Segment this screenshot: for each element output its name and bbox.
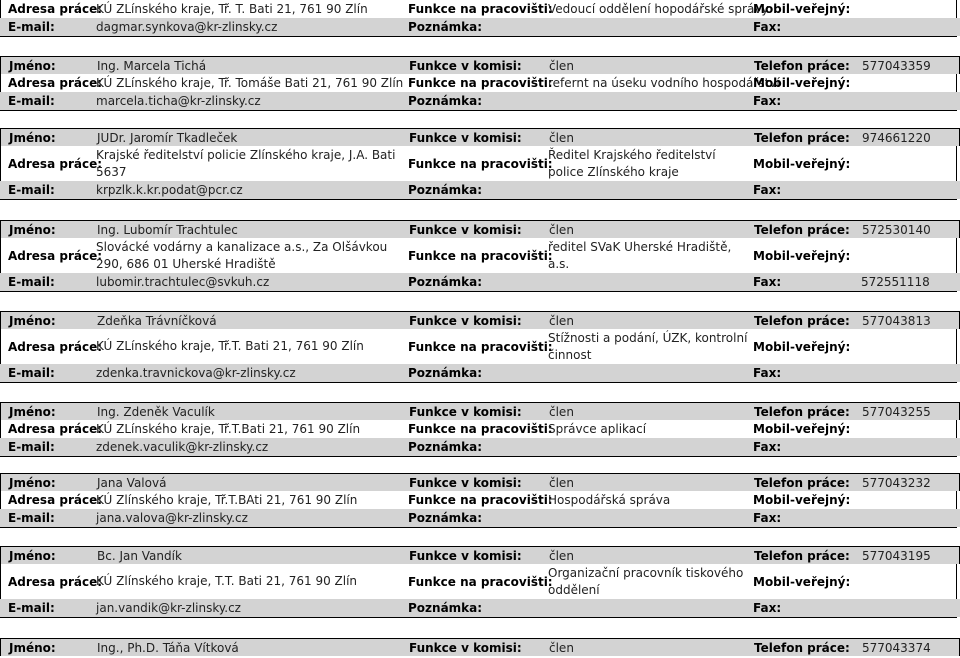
email-row [0, 599, 960, 617]
poznamka-value [548, 599, 753, 617]
name-row [0, 546, 960, 564]
address-row [0, 146, 960, 181]
adresa-value: KÚ Zlínského kraje, Tř.T.BAti 21, 761 90 Zlín [96, 493, 358, 507]
funkce-komise-label: Funkce v komisi: [409, 313, 522, 328]
fax-label: Fax: [753, 440, 782, 454]
funkce-komise-value: člen [549, 548, 574, 563]
mobil-value [861, 0, 957, 18]
telefon-value: 577043374 [862, 640, 931, 655]
fax-value [861, 92, 957, 110]
telefon-label: Telefon práce: [754, 548, 850, 563]
poznamka-value [548, 92, 753, 110]
mobil-label: Mobil-veřejný: [753, 422, 851, 436]
email-label: E-mail: [8, 366, 55, 380]
jmeno-label: Jméno: [9, 222, 56, 237]
jmeno-value: JUDr. Jaromír Tkadleček [97, 130, 238, 145]
funkce-komise-label: Funkce v komisi: [409, 640, 522, 655]
email-value: lubomir.trachtulec@svkuh.cz [96, 275, 270, 289]
funkce-komise-value: člen [549, 640, 574, 655]
jmeno-label: Jméno: [9, 475, 56, 490]
poznamka-value [548, 181, 753, 199]
adresa-label: Adresa práce: [8, 493, 103, 507]
funkce-pracoviste-value: Stížnosti a podání, ÚZK, kontrolní činnost [548, 330, 748, 362]
address-row [0, 238, 960, 273]
funkce-komise-label: Funkce v komisi: [409, 58, 522, 73]
email-row [0, 509, 960, 527]
adresa-label: Adresa práce: [8, 76, 103, 90]
funkce-pracoviste-value: Vedoucí oddělení hopodářské správy [548, 2, 769, 16]
name-row [0, 638, 960, 656]
email-value: zdenka.travnickova@kr-zlinsky.cz [96, 366, 296, 380]
address-row [0, 329, 960, 364]
name-row [0, 473, 960, 491]
funkce-komise-value: člen [549, 475, 574, 490]
mobil-label: Mobil-veřejný: [753, 248, 851, 263]
poznamka-label: Poznámka: [408, 366, 483, 380]
adresa-label: Adresa práce: [8, 2, 103, 16]
address-row [0, 0, 960, 18]
poznamka-value [548, 273, 753, 291]
email-row [0, 438, 960, 456]
poznamka-label: Poznámka: [408, 20, 483, 34]
mobil-label: Mobil-veřejný: [753, 339, 851, 354]
funkce-pracoviste-label: Funkce na pracovišti: [408, 493, 553, 507]
mobil-value [861, 74, 957, 92]
fax-label: Fax: [753, 511, 782, 525]
telefon-label: Telefon práce: [754, 222, 850, 237]
record-bottom-border [0, 199, 957, 200]
mobil-value [861, 146, 957, 181]
address-row [0, 74, 960, 92]
funkce-komise-label: Funkce v komisi: [409, 548, 522, 563]
mobil-label: Mobil-veřejný: [753, 156, 851, 171]
email-label: E-mail: [8, 440, 55, 454]
telefon-label: Telefon práce: [754, 475, 850, 490]
record-bottom-border [0, 110, 957, 111]
jmeno-value: Ing. Zdeněk Vaculík [97, 404, 215, 419]
funkce-pracoviste-label: Funkce na pracovišti: [408, 574, 553, 589]
poznamka-value [548, 364, 753, 382]
email-label: E-mail: [8, 20, 55, 34]
adresa-value: KÚ ZLínského kraje, Tř.T. Bati 21, 761 90 Zlín [96, 339, 364, 353]
adresa-value: Krajské ředitelství policie Zlínského kraje, J.A. Bati 5637 [96, 147, 396, 179]
telefon-value: 577043813 [862, 313, 931, 328]
funkce-pracoviste-value: Hospodářská správa [548, 493, 671, 507]
adresa-label: Adresa práce: [8, 248, 103, 263]
funkce-pracoviste-value: Správce aplikací [548, 422, 647, 436]
funkce-pracoviste-label: Funkce na pracovišti: [408, 156, 553, 171]
jmeno-value: Zdeňka Trávníčková [97, 313, 217, 328]
funkce-pracoviste-value: Ředitel Krajského ředitelství police Zlínského kraje [548, 147, 716, 179]
poznamka-label: Poznámka: [408, 183, 483, 197]
email-label: E-mail: [8, 511, 55, 525]
jmeno-value: Ing., Ph.D. Táňa Vítková [97, 640, 239, 655]
record-bottom-border [0, 527, 957, 528]
funkce-komise-label: Funkce v komisi: [409, 222, 522, 237]
email-value: krpzlk.k.kr.podat@pcr.cz [96, 183, 243, 197]
adresa-value: KÚ ZLínského kraje, Tř. T. Bati 21, 761 90 Zlín [96, 2, 368, 16]
telefon-value: 572530140 [862, 222, 931, 237]
mobil-label: Mobil-veřejný: [753, 574, 851, 589]
mobil-value [861, 491, 957, 509]
telefon-label: Telefon práce: [754, 313, 850, 328]
funkce-komise-value: člen [549, 313, 574, 328]
fax-value [861, 364, 957, 382]
fax-label: Fax: [753, 183, 782, 197]
funkce-pracoviste-value: Organizační pracovník tiskového oddělení [548, 565, 744, 597]
funkce-pracoviste-value: ředitel SVaK Uherské Hradiště, a.s. [548, 239, 732, 271]
fax-label: Fax: [753, 366, 782, 380]
jmeno-value: Ing. Lubomír Trachtulec [97, 222, 238, 237]
funkce-pracoviste-label: Funkce na pracovišti: [408, 422, 553, 436]
email-label: E-mail: [8, 601, 55, 615]
fax-value: 572551118 [861, 275, 930, 289]
mobil-value [861, 564, 957, 599]
email-row [0, 364, 960, 382]
email-value: dagmar.synkova@kr-zlinsky.cz [96, 20, 278, 34]
funkce-pracoviste-label: Funkce na pracovišti: [408, 248, 553, 263]
funkce-komise-value: člen [549, 404, 574, 419]
funkce-komise-label: Funkce v komisi: [409, 130, 522, 145]
poznamka-label: Poznámka: [408, 94, 483, 108]
funkce-pracoviste-label: Funkce na pracovišti: [408, 339, 553, 354]
jmeno-label: Jméno: [9, 130, 56, 145]
telefon-value: 577043195 [862, 548, 931, 563]
email-row [0, 18, 960, 36]
fax-label: Fax: [753, 601, 782, 615]
adresa-label: Adresa práce: [8, 156, 103, 171]
mobil-value [861, 420, 957, 438]
email-label: E-mail: [8, 94, 55, 108]
telefon-value: 577043359 [862, 58, 931, 73]
email-row [0, 181, 960, 199]
fax-value [861, 509, 957, 527]
email-row [0, 92, 960, 110]
adresa-value: KÚ Zlínského kraje, T.T. Bati 21, 761 90 Zlín [96, 574, 358, 588]
fax-value [861, 438, 957, 456]
jmeno-label: Jméno: [9, 640, 56, 655]
funkce-pracoviste-label: Funkce na pracovišti: [408, 2, 553, 16]
email-value: jan.vandik@kr-zlinsky.cz [96, 601, 241, 615]
adresa-label: Adresa práce: [8, 422, 103, 436]
fax-label: Fax: [753, 94, 782, 108]
poznamka-label: Poznámka: [408, 601, 483, 615]
fax-value [861, 181, 957, 199]
record-bottom-border [0, 291, 957, 292]
poznamka-label: Poznámka: [408, 511, 483, 525]
telefon-label: Telefon práce: [754, 640, 850, 655]
email-value: marcela.ticha@kr-zlinsky.cz [96, 94, 261, 108]
jmeno-label: Jméno: [9, 313, 56, 328]
poznamka-label: Poznámka: [408, 440, 483, 454]
record-bottom-border [0, 382, 957, 383]
email-value: zdenek.vaculik@kr-zlinsky.cz [96, 440, 269, 454]
telefon-label: Telefon práce: [754, 58, 850, 73]
mobil-value [861, 238, 957, 273]
email-label: E-mail: [8, 183, 55, 197]
poznamka-value [548, 509, 753, 527]
adresa-value: Slovácké vodárny a kanalizace a.s., Za Olšávkou 290, 686 01 Uherské Hradiště [96, 239, 388, 271]
telefon-value: 577043255 [862, 404, 931, 419]
fax-value [861, 599, 957, 617]
jmeno-value: Bc. Jan Vandík [97, 548, 182, 563]
fax-label: Fax: [753, 20, 782, 34]
funkce-komise-value: člen [549, 222, 574, 237]
poznamka-value [548, 438, 753, 456]
record-bottom-border [0, 456, 957, 457]
telefon-label: Telefon práce: [754, 130, 850, 145]
mobil-value [861, 329, 957, 364]
jmeno-label: Jméno: [9, 404, 56, 419]
adresa-label: Adresa práce: [8, 339, 103, 354]
adresa-label: Adresa práce: [8, 574, 103, 589]
jmeno-value: Jana Valová [97, 475, 167, 490]
funkce-pracoviste-value: refernt na úseku vodního hospodářství [548, 76, 780, 90]
mobil-label: Mobil-veřejný: [753, 2, 851, 16]
jmeno-value: Ing. Marcela Tichá [97, 58, 207, 73]
fax-label: Fax: [753, 275, 782, 289]
funkce-komise-label: Funkce v komisi: [409, 475, 522, 490]
poznamka-value [548, 18, 753, 36]
jmeno-label: Jméno: [9, 548, 56, 563]
jmeno-label: Jméno: [9, 58, 56, 73]
fax-value [861, 18, 957, 36]
adresa-value: KÚ ZLínského kraje, Tř.T.Bati 21, 761 90 Zlín [96, 422, 361, 436]
funkce-komise-value: člen [549, 58, 574, 73]
email-row [0, 273, 960, 291]
email-label: E-mail: [8, 275, 55, 289]
poznamka-label: Poznámka: [408, 275, 483, 289]
email-value: jana.valova@kr-zlinsky.cz [96, 511, 248, 525]
record-bottom-border [0, 36, 957, 37]
name-row [0, 220, 960, 238]
funkce-komise-label: Funkce v komisi: [409, 404, 522, 419]
mobil-label: Mobil-veřejný: [753, 493, 851, 507]
name-row [0, 128, 960, 146]
telefon-label: Telefon práce: [754, 404, 850, 419]
funkce-pracoviste-label: Funkce na pracovišti: [408, 76, 553, 90]
telefon-value: 577043232 [862, 475, 931, 490]
mobil-label: Mobil-veřejný: [753, 76, 851, 90]
address-row [0, 564, 960, 599]
address-row [0, 420, 960, 438]
funkce-komise-value: člen [549, 130, 574, 145]
name-row [0, 402, 960, 420]
telefon-value: 974661220 [862, 130, 931, 145]
address-row [0, 491, 960, 509]
record-bottom-border [0, 617, 957, 618]
adresa-value: KÚ ZLínského kraje, Tř. Tomáše Bati 21, 761 90 Zlín [96, 76, 404, 90]
name-row [0, 311, 960, 329]
name-row [0, 56, 960, 74]
